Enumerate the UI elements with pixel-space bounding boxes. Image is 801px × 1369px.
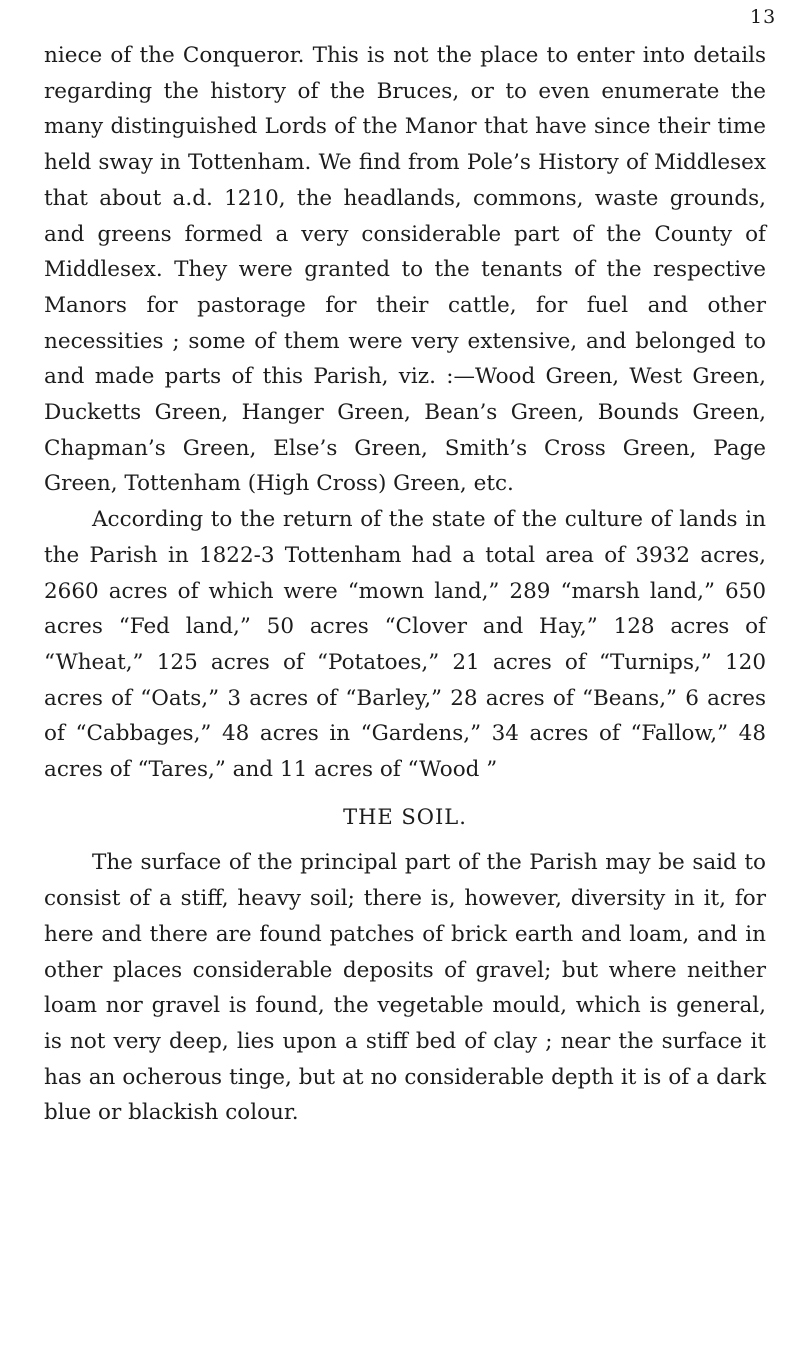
page-number: 13 — [750, 6, 777, 28]
paragraph-soil: The surface of the principal part of the Parish may be said to consist of a stiff, heavy soil; there is, however, diversity in it, for here and there are found patches of brick earth and loam, and in other places considerable deposits of gravel; but where neither loam nor gravel is found, the vegetable mould, which is general, is not very deep, lies upon a stiff bed of clay ; near the surface it has an ocherous tinge, but at no considerable depth it is of a dark blue or blackish colour. — [44, 850, 766, 1126]
section-heading-soil: THE SOIL. — [343, 804, 467, 829]
paragraph-history: niece of the Conqueror. This is not the place to enter into details regarding the history of the Bruces, or to even enumerate the many distinguished Lords of the Manor that have since their time held sway in Tottenham. We find from Pole’s History of Middlesex that about a.d. 1210, the headlands, commons, waste grounds, and greens formed a very considerable part of the County of Middlesex. They were granted to the tenants of the respective Manors for pastorage for their cattle, for fuel and other necessities ; some of them were very extensive, and belonged to and made parts of this Parish, viz. :—Wood Green, West Green, Ducketts Green, Hanger Green, Bean’s Green, Bounds Green, Chapman’s Green, Else’s Green, Smith’s Cross Green, Page Green, Tottenham (High Cross) Green, etc. — [44, 43, 766, 497]
body-text — [44, 38, 766, 1131]
paragraph-land-culture: According to the return of the state of the culture of lands in the Parish in 1822-3 Tottenham had a total area of 3932 acres, 2660 acres of which were “mown land,” 289 “marsh land,” 650 acres “Fed land,” 50 acres “Clover and Hay,” 128 acres of “Wheat,” 125 acres of “Potatoes,” 21 acres of “Turnips,” 120 acres of “Oats,” 3 acres of “Barley,” 28 acres of “Beans,” 6 acres of “Cabbages,” 48 acres in “Gardens,” 34 acres of “Fallow,” 48 acres of “Tares,” and 11 acres of “Wood ” — [44, 507, 766, 783]
